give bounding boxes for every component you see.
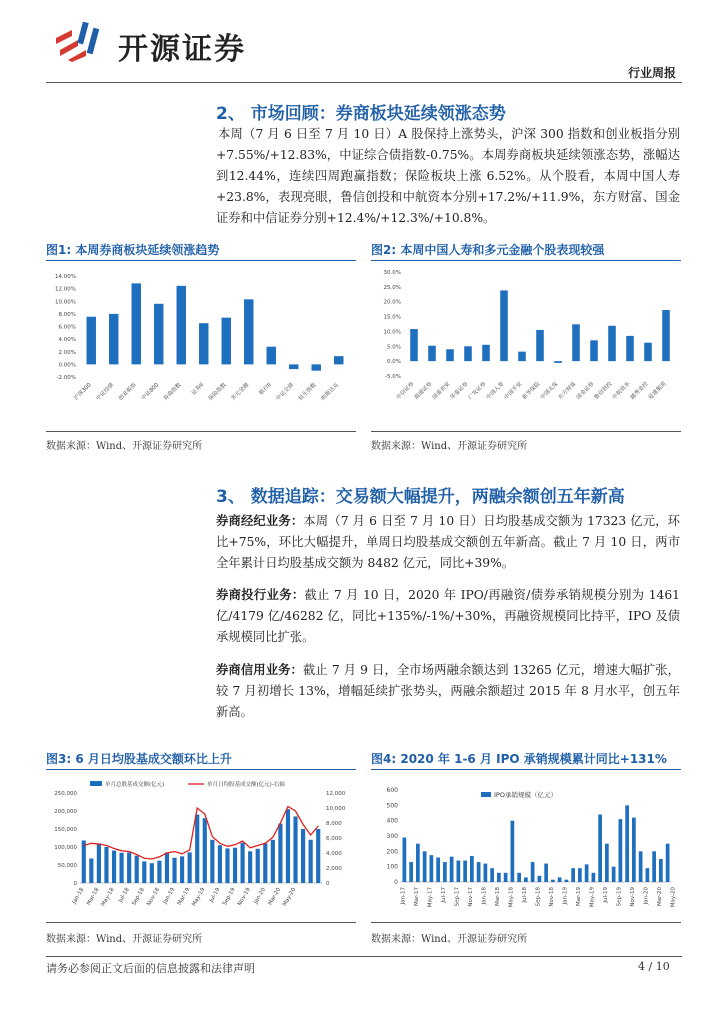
- x-tick-label: Jul-17: [440, 887, 447, 903]
- bar: [497, 873, 501, 882]
- x-tick-label: Jan-20: [253, 887, 268, 906]
- bar: [157, 861, 161, 883]
- figure-3-rule: [46, 769, 356, 770]
- right-y-tick-label: 8,000: [326, 821, 342, 827]
- bar: [551, 880, 555, 882]
- y-tick-label: 25.0%: [383, 284, 401, 291]
- x-tick-label: 券商指数: [162, 382, 183, 402]
- bar: [464, 346, 472, 361]
- page-number: 4 / 10: [638, 960, 670, 973]
- bar: [536, 330, 544, 361]
- legend-bar-label: 单月总股基成交额(亿元): [105, 782, 165, 788]
- report-type: 行业周报: [628, 66, 677, 80]
- x-tick-label: Mar-19: [176, 887, 192, 907]
- x-tick-label: 鲁信创投: [593, 381, 614, 401]
- x-tick-label: Jan-18: [71, 887, 86, 906]
- y-tick-label: 20.0%: [383, 299, 401, 306]
- bar: [531, 862, 535, 882]
- bar: [517, 873, 521, 882]
- y-tick-label: 12.00%: [55, 286, 76, 293]
- bar: [241, 843, 245, 883]
- bar: [612, 867, 616, 882]
- section-2-title: 2、 市场回顾：券商板块延续领涨态势: [216, 104, 506, 124]
- bar: [293, 816, 297, 883]
- x-tick-label: 爱建集团: [647, 381, 668, 401]
- bar: [470, 856, 474, 882]
- x-tick-label: Nov-19: [629, 887, 636, 907]
- ibanking-text: 截止 7 月 10 日，2020 年 IPO/再融资/债券承销规模分别为 1461 亿/4179 亿/46282 亿，同比+135%/-1%/+30%，再融资规模同比持平，IPO 及债承规模同比扩张。: [216, 588, 680, 644]
- bar: [248, 851, 252, 883]
- x-tick-label: Mar-19: [575, 887, 582, 907]
- bar: [565, 880, 569, 882]
- y-tick-label: 8.00%: [58, 311, 76, 318]
- section-3-credit-paragraph: [216, 659, 680, 723]
- footer-disclaimer: 请务必参阅正文后面的信息披露和法律声明: [46, 962, 255, 975]
- brokerage-text: 本周（7 月 6 日至 7 月 10 日）日均股基成交额为 17323 亿元，环比+75%，环比大幅提升，单周日均股基成交额创五年新高。截止 7 月 10 日，两市全年累计日均股基成交额为 8482 亿元，同比+39%。: [216, 514, 680, 570]
- bar: [334, 356, 343, 364]
- bar: [484, 864, 488, 882]
- chart-1: [46, 264, 356, 430]
- x-tick-label: 越秀金控: [629, 381, 650, 401]
- x-tick-label: 中证综债: [95, 382, 116, 402]
- x-tick-label: Sep-19: [616, 887, 623, 907]
- x-tick-label: 中国太保: [539, 381, 560, 401]
- x-tick-label: 保险指数: [207, 382, 228, 402]
- brand-name: 开源证券: [118, 32, 246, 67]
- x-tick-label: Jan-20: [643, 887, 650, 905]
- y-tick-label: 100: [386, 863, 398, 871]
- bar: [625, 805, 629, 882]
- x-tick-label: Nov-19: [236, 887, 252, 907]
- left-y-tick-label: 250,000: [54, 791, 77, 797]
- bar: [301, 829, 305, 883]
- left-y-tick-label: 50,000: [57, 863, 77, 869]
- y-tick-label: 0: [394, 879, 398, 886]
- y-tick-label: 0.00%: [58, 362, 76, 369]
- figure-2-bottom-rule: [371, 431, 681, 432]
- bar: [316, 829, 320, 883]
- bar: [89, 859, 93, 883]
- bar: [490, 868, 494, 882]
- x-tick-label: May-17: [427, 887, 434, 908]
- figure-3-label: 图3:: [46, 752, 72, 766]
- legend-line-label: 单月日均股基成交额(亿元)-右轴: [207, 782, 285, 788]
- bar: [289, 364, 298, 369]
- right-y-tick-label: 10,000: [326, 806, 346, 812]
- x-tick-label: 中信证券: [395, 381, 416, 401]
- bar: [428, 346, 436, 361]
- y-tick-label: 10.00%: [55, 299, 76, 306]
- x-tick-label: Sep-18: [131, 887, 147, 907]
- bar: [109, 314, 118, 365]
- bar: [571, 868, 575, 882]
- bar: [233, 848, 237, 883]
- bar: [180, 856, 184, 883]
- x-tick-label: Sep-19: [221, 887, 237, 907]
- y-tick-label: 200: [386, 848, 398, 856]
- bar: [416, 844, 420, 882]
- x-tick-label: 多元金融: [230, 382, 251, 402]
- x-tick-label: 华泰证券: [449, 381, 470, 401]
- bar: [244, 299, 253, 364]
- bar: [403, 838, 407, 882]
- right-y-tick-label: 2,000: [326, 866, 342, 872]
- figure-3-source: 数据来源：Wind、开源证券研究所: [46, 934, 203, 945]
- bar: [210, 840, 214, 883]
- x-tick-label: Nov-18: [548, 887, 555, 907]
- right-y-tick-label: 0: [326, 881, 330, 887]
- bar: [120, 853, 124, 883]
- bar: [203, 818, 207, 883]
- bar: [225, 848, 229, 883]
- bar: [87, 317, 96, 365]
- x-tick-label: Jan-19: [162, 887, 177, 906]
- x-tick-label: 中航资本: [611, 381, 632, 401]
- bar: [598, 815, 602, 882]
- credit-label: 券商信用业务：: [216, 662, 303, 677]
- figure-2-label: 图2:: [371, 243, 397, 257]
- x-tick-label: 银行II: [258, 382, 273, 397]
- y-tick-label: 5.0%: [387, 344, 401, 351]
- bar: [199, 323, 208, 364]
- figure-1-title: [46, 241, 219, 258]
- x-tick-label: 海通证券: [413, 381, 434, 401]
- bar: [97, 843, 101, 883]
- bar: [463, 861, 467, 882]
- left-y-tick-label: 0: [73, 881, 77, 887]
- x-tick-label: May-19: [191, 887, 207, 908]
- figure-2-source: 数据来源：Wind、开源证券研究所: [371, 441, 528, 452]
- y-tick-label: 6.00%: [58, 324, 76, 331]
- x-tick-label: 中国人寿: [485, 381, 506, 401]
- x-tick-label: Jan-18: [481, 887, 488, 905]
- bar: [632, 818, 636, 882]
- x-tick-label: May-19: [589, 887, 596, 908]
- series-line: [84, 807, 318, 860]
- bar: [639, 851, 643, 882]
- bar: [132, 283, 141, 364]
- bar: [410, 329, 418, 361]
- y-tick-label: 4.00%: [58, 337, 76, 344]
- legend-bar-label: IPO承销规模（亿元）: [494, 791, 557, 799]
- y-tick-label: 600: [386, 787, 398, 794]
- y-tick-label: 0.0%: [387, 359, 401, 366]
- chart-3: [46, 773, 356, 919]
- x-tick-label: 新华保险: [521, 381, 542, 401]
- bar: [558, 877, 562, 882]
- bar: [646, 868, 650, 882]
- x-tick-label: Nov-17: [467, 887, 474, 907]
- x-tick-label: 创业板指: [117, 382, 138, 402]
- bar: [590, 340, 598, 361]
- bar: [662, 310, 670, 361]
- bar: [524, 877, 528, 882]
- x-tick-label: May-20: [281, 887, 298, 908]
- bar: [544, 864, 548, 882]
- bar: [450, 857, 454, 882]
- x-tick-label: 沪深300: [73, 382, 93, 402]
- figure-1-rule: [46, 260, 356, 261]
- x-tick-label: 证券II: [190, 382, 206, 397]
- bar: [436, 857, 440, 882]
- bar: [652, 851, 656, 882]
- figure-1-bottom-rule: [46, 431, 356, 432]
- x-tick-label: Mar-20: [267, 887, 283, 907]
- bar: [585, 864, 589, 882]
- figure-4-title: [371, 750, 667, 767]
- bar: [619, 819, 623, 882]
- x-tick-label: 纳斯达克: [320, 382, 341, 402]
- figure-2-title: [371, 241, 604, 258]
- bar: [409, 862, 413, 882]
- legend-bar-swatch: [481, 792, 491, 797]
- x-tick-label: Jul-18: [117, 887, 131, 904]
- bar: [572, 324, 580, 361]
- x-tick-label: Jan-19: [562, 887, 569, 905]
- figure-1-caption: 本周券商板块延续领涨趋势: [75, 243, 220, 257]
- figure-4-caption: 2020 年 1-6 月 IPO 承销规模累计同比+131%: [400, 752, 667, 766]
- bar: [286, 809, 290, 883]
- y-tick-label: -2.00%: [56, 375, 76, 381]
- x-tick-label: Mar-17: [413, 887, 420, 907]
- left-y-tick-label: 100,000: [54, 845, 77, 851]
- bar: [605, 844, 609, 882]
- bar: [626, 336, 634, 361]
- left-y-tick-label: 200,000: [54, 809, 77, 815]
- bar: [309, 840, 313, 883]
- bar: [165, 852, 169, 883]
- bar: [504, 873, 508, 882]
- x-tick-label: May-18: [508, 887, 515, 908]
- bar: [554, 361, 562, 363]
- bar: [666, 844, 670, 882]
- bar: [518, 352, 526, 362]
- x-tick-label: 中国平安: [503, 381, 524, 401]
- bar: [477, 862, 481, 882]
- bar: [172, 858, 176, 883]
- x-tick-label: May-20: [670, 887, 677, 908]
- section-2-paragraph: 本周（7 月 6 日至 7 月 10 日）A 股保持上涨势头，沪深 300 指数和创业板指分别+7.55%/+12.83%，中证综合债指数-0.75%。本周券商板块延续领涨态势，涨幅达到12.44%，连续四周跑赢指数；保险板块上涨 6.52%。从个股看，本周中国人寿+23.8%，表现亮眼，鲁信创投和中航资本分别+17.2%/+11.9%，东方财富、国金证券和中信证券分别+12.4%/+12.3%/+10.8%。: [216, 127, 680, 225]
- bar: [278, 824, 282, 883]
- credit-text: 截止 7 月 9 日，全市场两融余额达到 13265 亿元，增速大幅扩张，较 7 月初增长 13%，增幅延续扩张势头，两融余额超过 2015 年 8 月水平，创五年新高。: [216, 663, 680, 719]
- bar: [154, 304, 163, 365]
- x-tick-label: Jul-19: [208, 887, 222, 904]
- bar: [135, 856, 139, 883]
- chart-4: [371, 773, 681, 919]
- bar: [142, 861, 146, 883]
- x-tick-label: 广发证券: [467, 381, 488, 401]
- bar: [659, 859, 663, 882]
- ibanking-label: 券商投行业务：: [216, 587, 305, 602]
- chart-2: [371, 264, 681, 430]
- bar: [312, 364, 321, 370]
- bar: [423, 851, 427, 882]
- header-divider: [46, 82, 682, 83]
- bar: [267, 347, 276, 365]
- bar: [263, 843, 267, 883]
- bar: [195, 815, 199, 883]
- x-tick-label: 国金证券: [575, 381, 596, 401]
- figure-2-caption: 本周中国人寿和多元金融个股表现较强: [400, 243, 605, 257]
- bar: [112, 851, 116, 883]
- bar: [104, 847, 108, 883]
- x-tick-label: 东方财富: [557, 381, 578, 401]
- bar: [482, 345, 490, 361]
- right-y-tick-label: 12,000: [326, 791, 346, 797]
- y-tick-label: -5.0%: [385, 374, 401, 380]
- bar: [538, 876, 542, 882]
- left-y-tick-label: 150,000: [54, 827, 77, 833]
- right-y-tick-label: 4,000: [326, 851, 342, 857]
- x-tick-label: Jul-18: [521, 887, 528, 903]
- figure-3-bottom-rule: [46, 922, 356, 923]
- bar: [127, 852, 131, 883]
- y-tick-label: 400: [386, 817, 398, 825]
- x-tick-label: 国泰君安: [431, 381, 452, 401]
- footer-divider: [46, 956, 682, 957]
- y-tick-label: 15.0%: [383, 314, 401, 321]
- x-tick-label: Sep-17: [454, 887, 461, 907]
- y-tick-label: 2.00%: [58, 349, 76, 356]
- x-tick-label: Mar-18: [494, 887, 501, 907]
- bar: [446, 349, 454, 361]
- bar: [188, 852, 192, 883]
- figure-4-label: 图4:: [371, 752, 397, 766]
- figure-1-source: 数据来源：Wind、开源证券研究所: [46, 441, 203, 452]
- bar: [82, 841, 86, 883]
- y-tick-label: 14.00%: [55, 274, 76, 280]
- x-tick-label: May-18: [100, 887, 116, 908]
- x-tick-label: 中证800: [140, 382, 161, 402]
- bar: [271, 840, 275, 883]
- x-tick-label: 恒生指数: [297, 382, 318, 402]
- x-tick-label: Mar-20: [656, 887, 663, 907]
- x-tick-label: Jul-19: [602, 887, 609, 903]
- bar: [457, 861, 461, 882]
- right-y-tick-label: 6,000: [326, 836, 342, 842]
- section-3-title: 3、 数据追踪：交易额大幅提升，两融余额创五年新高: [216, 487, 625, 507]
- bar: [644, 343, 652, 361]
- section-3-brokerage-paragraph: [216, 510, 680, 574]
- bar: [578, 868, 582, 882]
- brand-logo-icon: [50, 18, 114, 64]
- bar: [256, 849, 260, 883]
- figure-4-source: 数据来源：Wind、开源证券研究所: [371, 934, 528, 945]
- bar: [430, 855, 434, 882]
- bar: [511, 821, 515, 882]
- y-tick-label: 30.0%: [383, 270, 401, 276]
- figure-1-label: 图1:: [46, 243, 72, 257]
- bar: [177, 286, 186, 365]
- x-tick-label: Jan-17: [400, 887, 407, 905]
- bar: [218, 845, 222, 883]
- legend-bar-swatch: [90, 781, 102, 786]
- y-tick-label: 10.0%: [383, 329, 401, 336]
- bar: [222, 318, 231, 365]
- y-tick-label: 500: [386, 802, 398, 810]
- x-tick-label: Sep-18: [535, 887, 542, 907]
- brokerage-label: 券商经纪业务：: [216, 513, 304, 528]
- bar: [443, 862, 447, 882]
- figure-4-bottom-rule: [371, 922, 681, 923]
- figure-3-caption: 6 月日均股基成交额环比上升: [75, 752, 232, 766]
- section-3-ibanking-paragraph: [216, 584, 680, 648]
- y-tick-label: 300: [386, 833, 398, 840]
- x-tick-label: Nov-18: [146, 887, 162, 907]
- figure-3-title: [46, 750, 232, 767]
- x-tick-label: 中证全债: [275, 382, 296, 402]
- bar: [500, 290, 508, 361]
- x-tick-label: Mar-18: [85, 887, 101, 907]
- bar: [592, 873, 596, 882]
- figure-2-rule: [371, 260, 681, 261]
- figure-4-rule: [371, 769, 681, 770]
- bar: [150, 863, 154, 883]
- bar: [608, 326, 616, 361]
